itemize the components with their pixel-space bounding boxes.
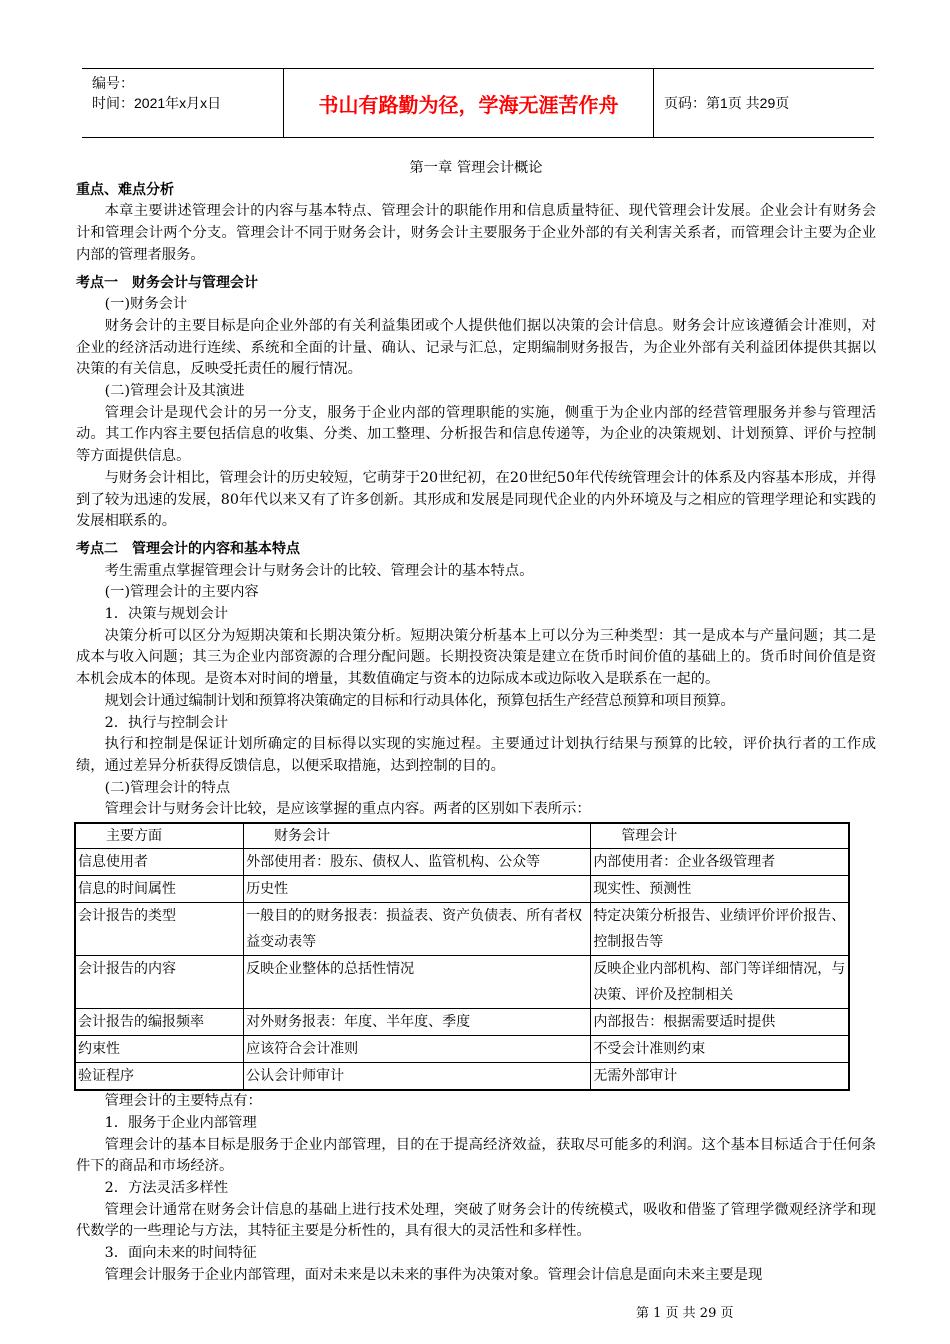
table-cell: 会计报告的编报频率: [75, 1009, 244, 1036]
header-motto: 书山有路勤为径，学海无涯苦作舟: [284, 69, 654, 137]
subheading: (一)财务会计: [104, 296, 188, 313]
table-cell: 验证程序: [75, 1063, 244, 1091]
table-cell: 反映企业整体的总括性情况: [244, 956, 591, 1009]
table-cell: 现实性、预测性: [591, 876, 849, 903]
subheading: (一)管理会计的主要内容: [104, 584, 259, 601]
table-cell: 特定决策分析报告、业绩评价评价报告、控制报告等: [591, 903, 849, 956]
paragraph: 考生需重点掌握管理会计与财务会计的比较、管理会计的基本特点。: [104, 562, 534, 579]
table-cell: 内部报告：根据需要适时提供: [591, 1009, 849, 1036]
heading-kaodian-1: 考点一 财务会计与管理会计: [76, 274, 258, 291]
table-cell: 应该符合会计准则: [244, 1036, 591, 1063]
paragraph: 管理会计与财务会计比较，是应该掌握的重点内容。两者的区别如下表所示：: [104, 801, 591, 818]
table-row: [75, 1009, 849, 1036]
table-cell: 不受会计准则约束: [591, 1036, 849, 1063]
table-row: [75, 1063, 849, 1091]
table-header-cell: 主要方面: [75, 823, 244, 849]
table-row: [75, 1036, 849, 1063]
paragraph: 管理会计通常在财务会计信息的基础上进行技术处理，突破了财务会计的传统模式，吸收和借鉴了管理学微观经济学和现代数学的一些理论与方法，其特征主要是分析性的，具有很大的灵活性和多样性。: [76, 1201, 876, 1240]
table-cell: 历史性: [244, 876, 591, 903]
subheading: (二)管理会计的特点: [104, 779, 231, 796]
table-cell: 约束性: [75, 1036, 244, 1063]
table-cell: 外部使用者：股东、债权人、监管机构、公众等: [244, 849, 591, 876]
table-row: [75, 876, 849, 903]
table-header-cell: 管理会计: [591, 823, 849, 849]
table-cell: 公认会计师审计: [244, 1063, 591, 1091]
list-item: 2．方法灵活多样性: [104, 1179, 229, 1196]
header-meta: [82, 69, 284, 137]
header-page-info: 页码：第1页 共29页: [664, 95, 790, 111]
table-cell: 一般目的的财务报表：损益表、资产负债表、所有者权益变动表等: [244, 903, 591, 956]
number-label: 编号：: [92, 75, 134, 91]
page-header: [82, 68, 874, 138]
chapter-title: 第一章 管理会计概论: [409, 160, 543, 176]
table-cell: 内部使用者：企业各级管理者: [591, 849, 849, 876]
table-cell: 反映企业内部机构、部门等详细情况，与决策、评价及控制相关: [591, 956, 849, 1009]
paragraph: 与财务会计相比，管理会计的历史较短，它萌芽于20世纪初，在20世纪50年代传统管理会计的体系及内容基本形成，并得到了较为迅速的发展，80年代以来又有了许多创新。其形成和发展是同现代企业的内外环境及与之相应的管理学理论和实践的发展相联系的。: [76, 469, 876, 530]
page-footer: 第 1 页 共 29 页: [636, 1306, 734, 1321]
paragraph: 本章主要讲述管理会计的内容与基本特点、管理会计的职能作用和信息质量特征、现代管理会计发展。企业会计有财务会计和管理会计两个分支。管理会计不同于财务会计，财务会计主要服务于企业外部的有关利害关系者，而管理会计主要为企业内部的管理者服务。: [76, 203, 876, 263]
document-body: [76, 158, 876, 1286]
list-item: 1．决策与规划会计: [104, 606, 229, 623]
table-cell: 无需外部审计: [591, 1063, 849, 1091]
paragraph: 规划会计通过编制计划和预算将决策确定的目标和行动具体化，预算包括生产经营总预算和项目预算。: [104, 692, 735, 709]
table-cell: 信息使用者: [75, 849, 244, 876]
paragraph: 财务会计的主要目标是向企业外部的有关利益集团或个人提供他们据以决策的会计信息。财务会计应该遵循会计准则，对企业的经济活动进行连续、系统和全面的计量、确认、记录与汇总，定期编制财务报告，为企业外部有关利益团体提供其据以决策的有关信息，反映受托责任的履行情况。: [76, 317, 876, 378]
paragraph: 管理会计是现代会计的另一分支，服务于企业内部的管理职能的实施，侧重于为企业内部的经营管理服务并参与管理活动。其工作内容主要包括信息的收集、分类、加工整理、分析报告和信息传递等，为企业的决策规划、计划预算、评价与控制等方面提供信息。: [76, 404, 876, 465]
list-item: 3．面向未来的时间特征: [104, 1245, 257, 1262]
paragraph: 决策分析可以区分为短期决策和长期决策分析。短期决策分析基本上可以分为三种类型：其一是成本与产量问题；其二是成本与收入问题；其三为企业内部资源的合理分配问题。长期投资决策是建立在货币时间价值的基础上的。货币时间价值是资本机会成本的体现。是资本对时间的增量，其数值确定与资本的边际成本或边际收入是联系在一起的。: [76, 627, 876, 688]
list-item: 2．执行与控制会计: [104, 714, 229, 731]
list-item: 1．服务于企业内部管理: [104, 1114, 257, 1131]
time-label: 时间：2021年x月x日: [92, 95, 222, 111]
heading-focus: 重点、难点分析: [76, 181, 174, 198]
paragraph: 执行和控制是保证计划所确定的目标得以实现的实施过程。主要通过计划执行结果与预算的比较，评价执行者的工作成绩，通过差异分析获得反馈信息，以便采取措施，达到控制的目的。: [76, 736, 876, 774]
table-cell: 信息的时间属性: [75, 876, 244, 903]
subheading: (二)管理会计及其演进: [104, 383, 245, 400]
table-header-row: [75, 823, 849, 849]
table-row: [75, 903, 849, 956]
table-cell: 对外财务报表：年度、半年度、季度: [244, 1009, 591, 1036]
heading-kaodian-2: 考点二 管理会计的内容和基本特点: [76, 540, 300, 557]
table-cell: 会计报告的内容: [75, 956, 244, 1009]
table-row: [75, 849, 849, 876]
table-row: [75, 956, 849, 1009]
paragraph: 管理会计服务于企业内部管理，面对未来是以未来的事件为决策对象。管理会计信息是面向未来主要是现: [104, 1266, 763, 1283]
paragraph: 管理会计的基本目标是服务于企业内部管理，目的在于提高经济效益，获取尽可能多的利润。这个基本目标适合于任何条件下的商品和市场经济。: [76, 1136, 876, 1175]
table-header-cell: 财务会计: [244, 823, 591, 849]
table-cell: 会计报告的类型: [75, 903, 244, 956]
comparison-table: [74, 822, 850, 1091]
paragraph: 管理会计的主要特点有：: [104, 1093, 262, 1110]
